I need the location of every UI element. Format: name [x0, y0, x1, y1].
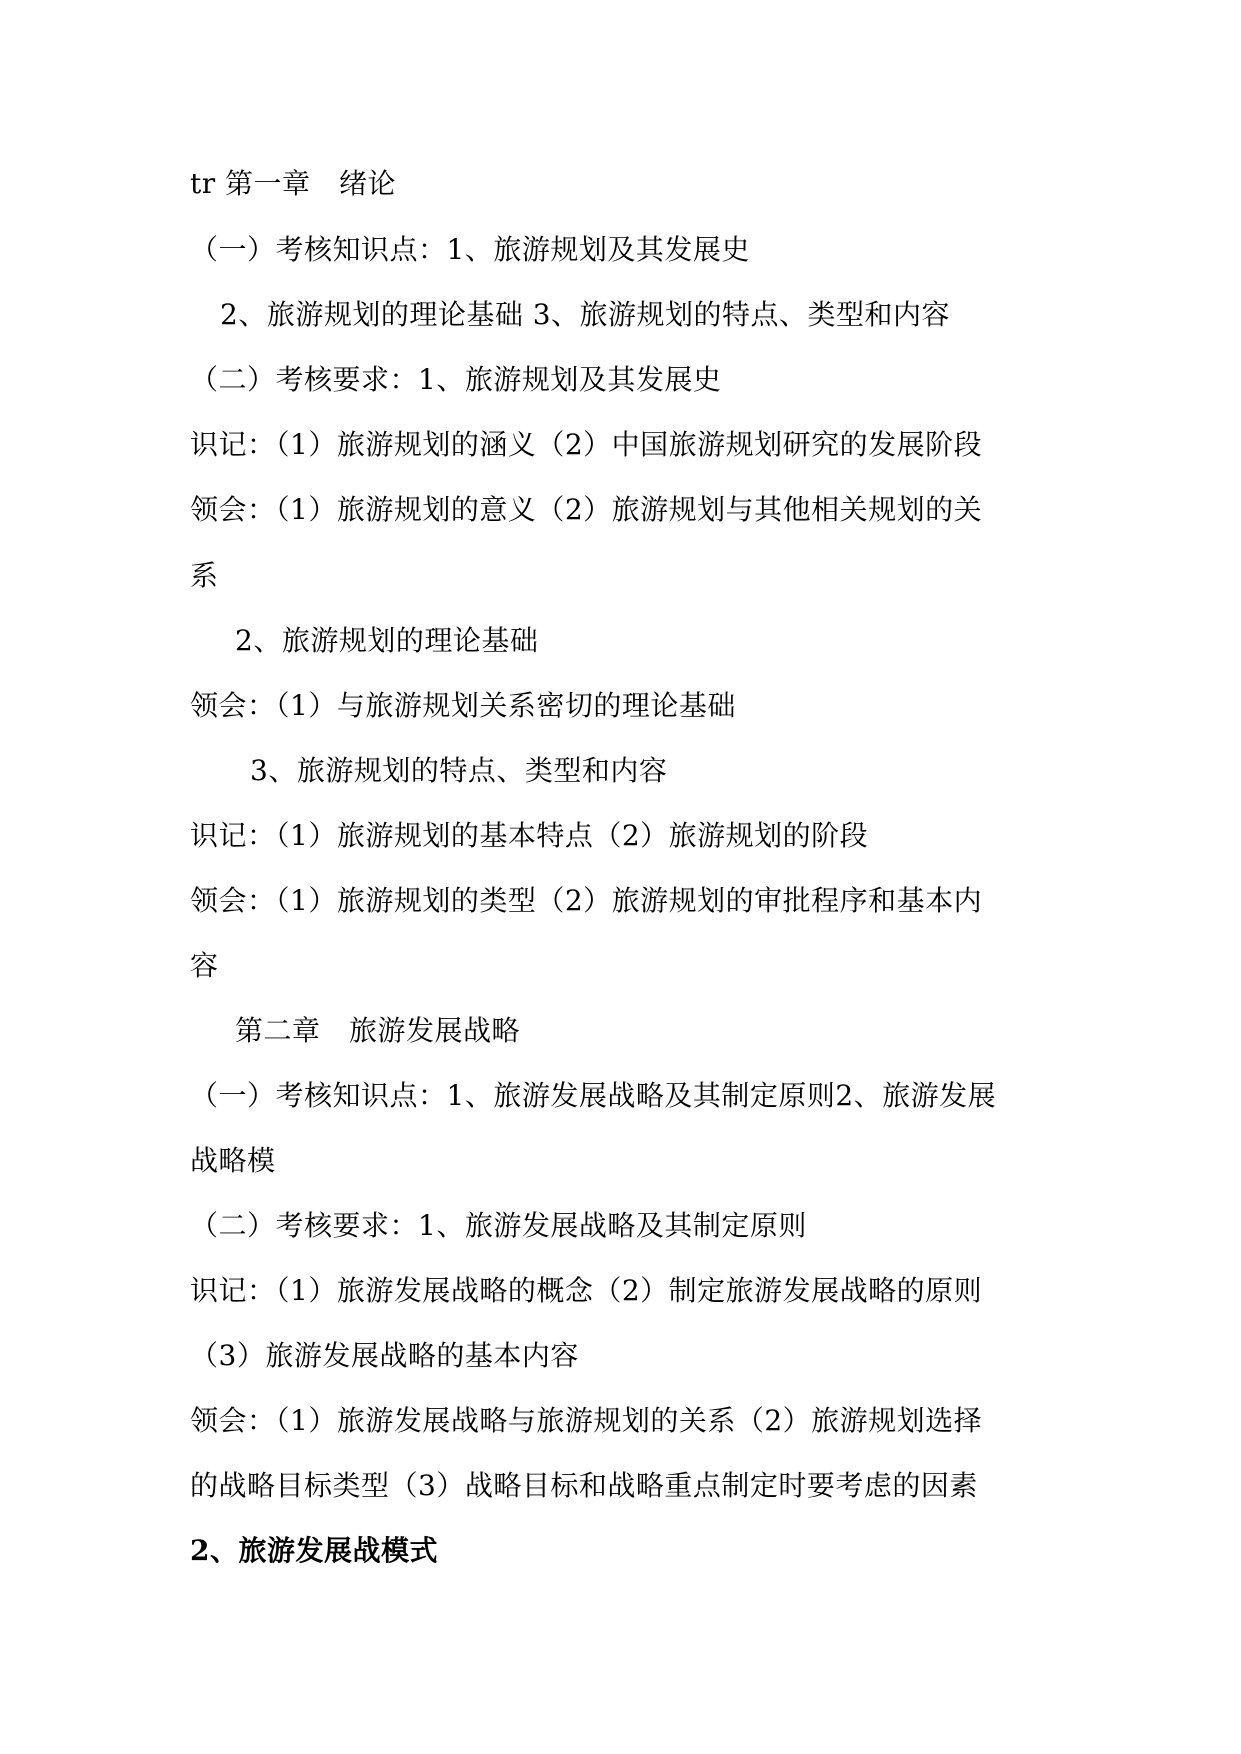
- ch2-memorize-1-cont: （3）旅游发展战略的基本内容: [190, 1339, 579, 1372]
- ch2-memorize-1: 识记：（1）旅游发展战略的概念（2）制定旅游发展战略的原则: [190, 1274, 983, 1307]
- ch2-knowledge-points-cont: 战略模: [190, 1144, 276, 1177]
- ch1-memorize-1: 识记：（1）旅游规划的涵义（2）中国旅游规划研究的发展阶段: [190, 428, 983, 461]
- ch1-understand-1: 领会：（1）旅游规划的意义（2）旅游规划与其他相关规划的关: [190, 493, 983, 526]
- ch1-requirements: （二）考核要求：1、旅游规划及其发展史: [190, 363, 722, 396]
- chapter-1-title: tr 第一章 绪论: [190, 167, 397, 200]
- ch1-understand-1-cont: 系: [190, 559, 219, 592]
- ch2-understand-1: 领会：（1）旅游发展战略与旅游规划的关系（2）旅游规划选择: [190, 1404, 983, 1437]
- ch1-understand-3: 领会：（1）旅游规划的类型（2）旅游规划的审批程序和基本内: [190, 884, 983, 917]
- ch1-knowledge-points-cont: 2、旅游规划的理论基础 3、旅游规划的特点、类型和内容: [220, 298, 951, 331]
- ch1-understand-2: 领会：（1）与旅游规划关系密切的理论基础: [190, 689, 736, 722]
- ch1-understand-3-cont: 容: [190, 949, 219, 982]
- ch1-section-2: 2、旅游规划的理论基础: [235, 624, 539, 657]
- ch1-section-3: 3、旅游规划的特点、类型和内容: [250, 754, 668, 787]
- ch2-understand-1-cont: 的战略目标类型（3）战略目标和战略重点制定时要考虑的因素: [190, 1469, 978, 1502]
- ch2-section-2: 2、旅游发展战模式: [190, 1534, 438, 1567]
- chapter-2-title: 第二章 旅游发展战略: [235, 1014, 521, 1047]
- ch2-knowledge-points: （一）考核知识点：1、旅游发展战略及其制定原则2、旅游发展: [190, 1079, 997, 1112]
- ch1-knowledge-points: （一）考核知识点：1、旅游规划及其发展史: [190, 233, 750, 266]
- ch1-memorize-3: 识记：（1）旅游规划的基本特点（2）旅游规划的阶段: [190, 819, 869, 852]
- ch2-requirements: （二）考核要求：1、旅游发展战略及其制定原则: [190, 1209, 807, 1242]
